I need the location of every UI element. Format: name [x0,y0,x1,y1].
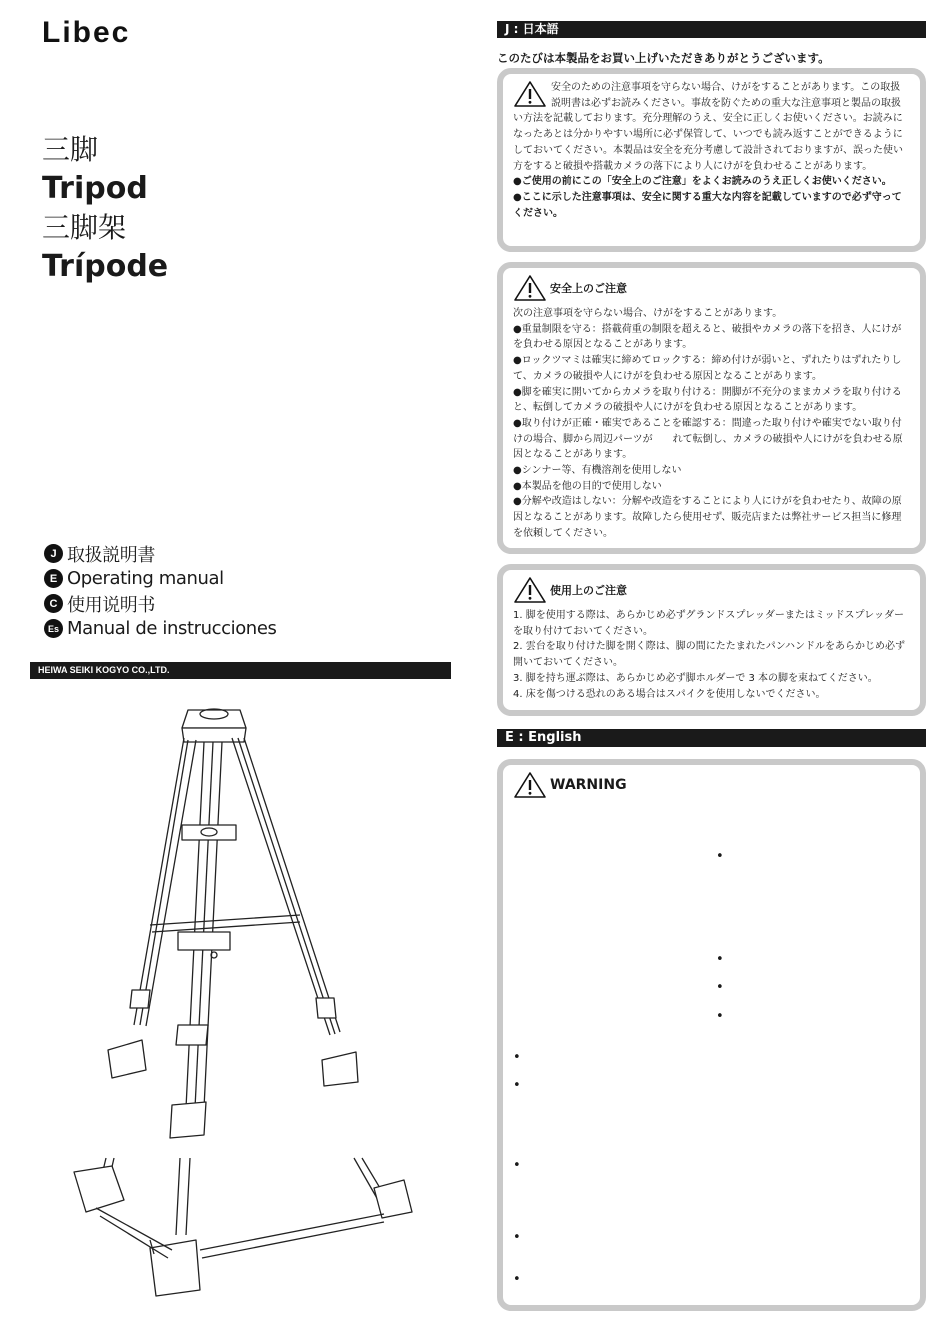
usage-precautions-title: 使用上のご注意 [550,584,627,597]
company-name-bar: HEIWA SEIKI KOGYO CO.,LTD. [30,662,451,679]
language-label: 取扱説明書 [67,544,155,566]
usage-precautions-header [513,576,910,604]
bullet-dot: • [716,1009,724,1024]
bullet-dot: • [716,980,724,995]
safety-intro-note: ●ご使用の前にこの「安全上のご注意」をよくお読みのうえ正しくお使いください。 [513,176,892,188]
language-item-c [44,591,276,616]
safety-item: ●重量制限を守る：搭載荷重の制限を超えると、破損やカメラの落下を招き、人にけがを負わせる原因となることがあります。 [513,323,902,351]
usage-item: 4. 床を傷つける恐れのある場合はスパイクを使用しないでください。 [513,688,826,700]
safety-intro-note: ●ここに示した注意事項は、安全に関する重大な内容を記載していますので必ず守ってください。 [513,191,902,219]
safety-precautions-title: 安全上のご注意 [550,282,627,295]
language-item-es [44,616,276,641]
safety-item: ●シンナー等、有機溶剤を使用しない [513,465,682,477]
english-warning-box [497,759,926,1311]
language-item-e [44,566,276,591]
usage-item: 2. 雲台を取り付けた脚を開く際は、脚の間にたたまれたパンハンドルをあらかじめ必ず開いておいてください。 [513,641,906,669]
product-titles [42,130,168,286]
safety-item: ●脚を確実に開いてからカメラを取り付ける：開脚が不充分のままカメラを取り付けると、転倒してカメラの破損や人にけがを負わせる原因となることがあります。 [513,386,902,414]
section-header-english: E : English [497,729,926,747]
safety-precautions-header [513,274,910,302]
warning-triangle-icon [513,274,547,302]
tripod-illustration [0,680,460,1340]
safety-item: ●分解や改造はしない：分解や改造をすることにより人にけがを負わせたり、故障の原因となることがあります。故障したら使用せず、販売店または弊社サービス担当に修理を依頼してください。 [513,496,902,539]
title-spanish: Trípode [42,249,169,284]
usage-item: 3. 脚を持ち運ぶ際は、あらかじめ必ず脚ホルダーで 3 本の脚を束ねてください。 [513,672,878,684]
english-warning-title: WARNING [550,777,627,793]
language-badge: Es [44,619,63,638]
warning-triangle-icon [513,771,547,799]
language-label: Manual de instrucciones [67,618,277,639]
bullet-dot: • [513,1272,521,1287]
title-japanese: 三脚 [42,133,99,166]
title-english: Tripod [42,171,148,206]
section-header-japanese: J : 日本語 [497,21,926,38]
japanese-intro: このたびは本製品をお買い上げいただきありがとうございます。 [497,51,830,65]
bullet-dot: • [513,1158,521,1173]
safety-item: 次の注意事項を守らない場合、けがをすることがあります。 [513,308,783,319]
warning-triangle-icon [513,80,547,108]
warning-triangle-icon [513,576,547,604]
safety-item: ●本製品を他の目的で使用しない [513,480,662,492]
safety-item: ●ロックツマミは確実に締めてロックする：締め付けが弱いと、ずれたりはずれたりして、カメラの破損や人にけがを負わせる原因となることがあります。 [513,355,902,382]
bullet-dot: • [513,1050,521,1065]
bullet-dot: • [716,849,724,864]
usage-precautions-box [497,564,926,716]
safety-precautions-box [497,262,926,554]
safety-item: ●取り付けが正確・確実であることを確認する：間違った取り付けや確実でない取り付けの場合、脚から周辺パーツが れて転倒し、カメラの破損や人にけがを負わせる原因となることがあります。 [513,417,903,461]
language-list [44,541,276,641]
language-badge: E [44,569,63,588]
safety-intro-box [497,68,926,252]
bullet-dot: • [513,1078,521,1093]
usage-item: 1. 脚を使用する際は、あらかじめ必ずグランドスプレッダーまたはミッドスプレッダーを取り付けておいてください。 [513,610,905,637]
language-badge: C [44,594,63,613]
english-warning-header [513,771,910,799]
bullet-dot: • [513,1230,521,1245]
safety-intro-text: 安全のための注意事項を守らない場合、けがをすることがあります。この取扱説明書は必ずお読みください。事故を防ぐための重大な注意事項と製品の取扱い方法を記載しております。充分理解のうえ、安全に正しくお使いください。お読みになったあとは分かりやすい場所に必ず保管して、いつでも読み返すことができるようにしておいてください。本製品は安全を充分考慮して設計されておりますが、誤った使い方をすると破損や搭載カメラの落下により人にけがを負わせることがあります。 [513,82,903,172]
bullet-dot: • [716,952,724,967]
title-chinese: 三脚架 [42,211,127,244]
language-label: Operating manual [67,568,224,589]
brand-logo: Libec [42,16,131,49]
language-item-j [44,541,276,566]
language-label: 使用说明书 [67,594,155,616]
language-badge: J [44,544,63,563]
